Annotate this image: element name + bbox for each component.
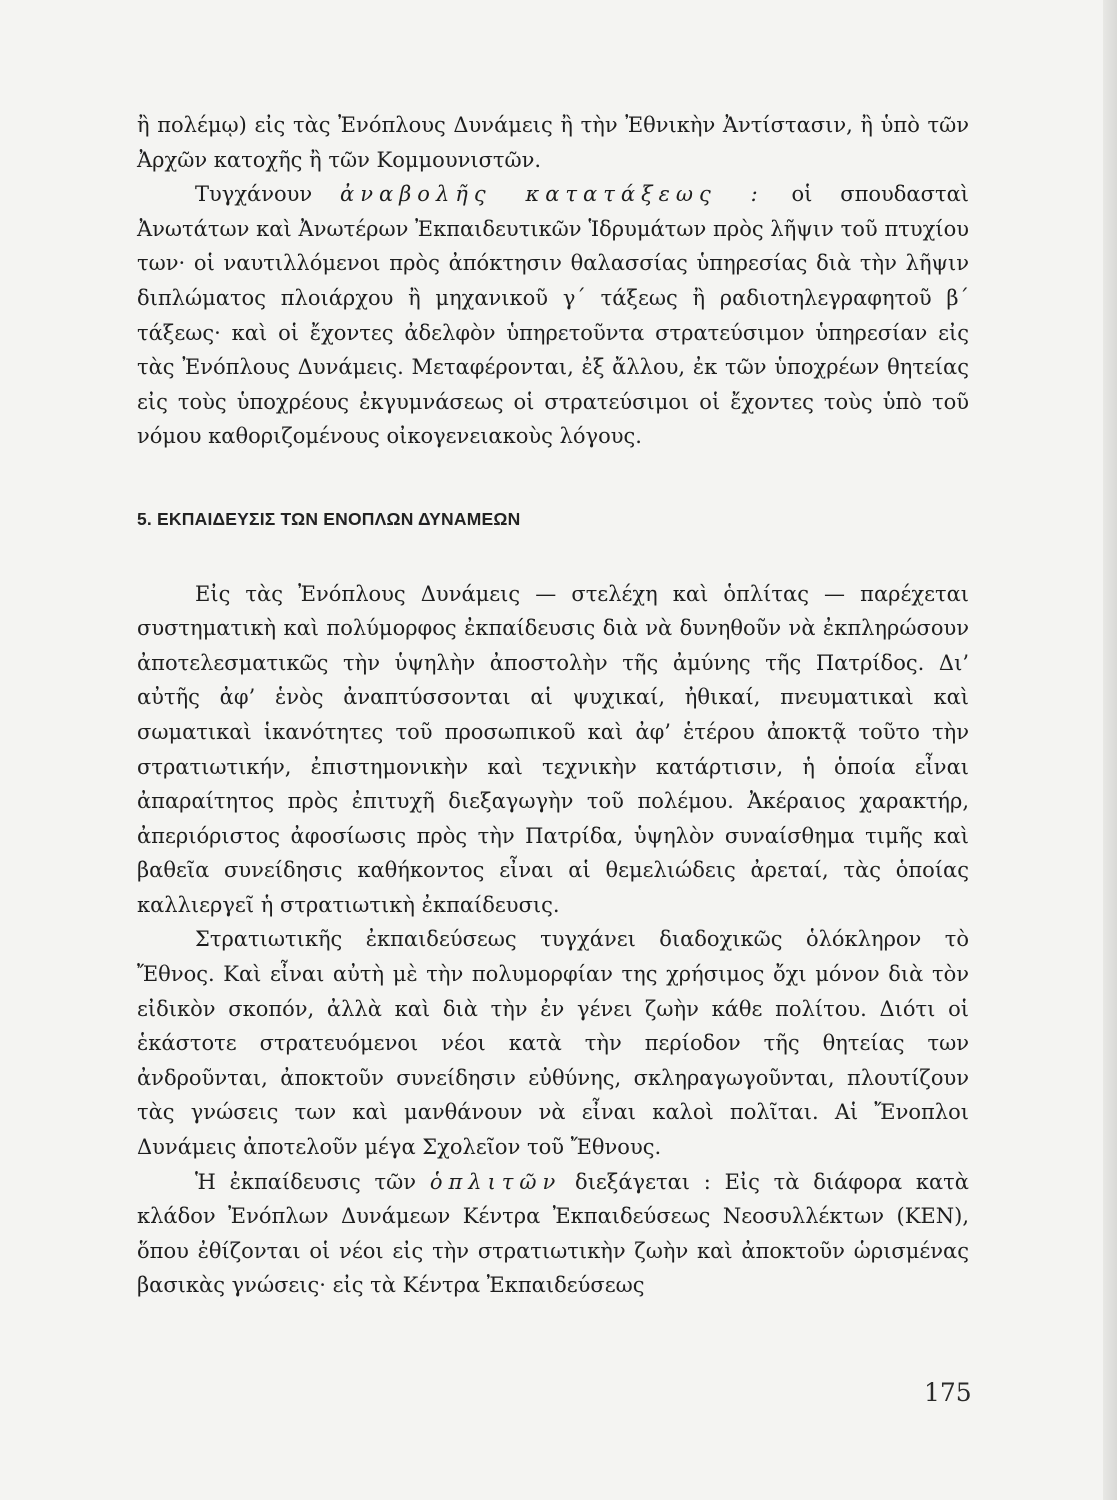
training-paragraph: Εἰς τὰς Ἐνόπλους Δυνάμεις — στελέχη καὶ ὁπλίτας — παρέχεται συστηματικὴ καὶ πολύμορφος ἐκπαίδευσις διὰ νὰ δυνηθοῦν νὰ ἐκπληρώσουν ἀποτελεσματικῶς τὴν ὑψηλὴν ἀποστολὴν τῆς ἀμύνης τῆς Πατρίδος. Δι’ αὐτῆς ἀφ’ ἑνὸς ἀναπτύσσονται αἱ ψυχικαί, ἠθικαί, πνευματικαὶ καὶ σωματικαὶ ἱκανότητες τοῦ προσωπικοῦ καὶ ἀφ’ ἑτέρου ἀποκτᾷ τοῦτο τὴν στρατιωτικήν, ἐπιστημονικὴν καὶ τεχνικὴν κατάρτισιν, ἡ ὁποία εἶναι ἀπαραίτητος πρὸς ἐπιτυχῆ διεξαγωγὴν τοῦ πολέμου. Ἀκέραιος χαρακτήρ, ἀπεριόριστος ἀφοσίωσις πρὸς τὴν Πατρίδα, ὑψηλὸν συναίσθημα τιμῆς καὶ βαθεῖα συνείδησις καθήκοντος εἶναι αἱ θεμελιώδεις ἀρεταί, τὰς ὁποίας καλλιεργεῖ ἡ στρατιωτικὴ ἐκπαίδευσις. [137, 581, 969, 917]
deferral-body: οἱ σπουδασταὶ Ἀνωτάτων καὶ Ἀνωτέρων Ἐκπαιδευτικῶν Ἱδρυμάτων πρὸς λῆψιν τοῦ πτυχίου των· οἱ ναυτιλλόμενοι πρὸς ἀπόκτησιν θαλασσίας ὑπηρεσίας διὰ τὴν λῆψιν διπλώματος πλοιάρχου ἢ μηχανικοῦ γ΄ τάξεως ἢ ραδιοτηλεγραφητοῦ β΄ τάξεως· καὶ οἱ ἔχοντες ἀδελφὸν ὑπηρετοῦντα στρατεύσιμον ὑπηρεσίαν εἰς τὰς Ἐνόπλους Δυνάμεις. Μεταφέρονται, ἐξ ἄλλου, ἐκ τῶν ὑποχρέων θητείας εἰς τοὺς ὑποχρέους ἐκγυμνάσεως οἱ στρατεύσιμοι οἱ ἔχοντες τοὺς ὑπὸ τοῦ νόμου καθοριζομένους οἰκογενειακοὺς λόγους. [137, 182, 969, 449]
deferral-lead: Τυγχάνουν [195, 182, 313, 207]
page-text-block [137, 108, 969, 1303]
page-edge-shadow [1103, 0, 1117, 1500]
soldiers-lead: Ἡ ἐκπαίδευσις τῶν [195, 1169, 417, 1194]
nation-paragraph: Στρατιωτικῆς ἐκπαιδεύσεως τυγχάνει διαδοχικῶς ὁλόκληρον τὸ Ἔθνος. Καὶ εἶναι αὐτὴ μὲ τὴν πολυμορφίαν της χρήσιμος ὄχι μόνον διὰ τὸν εἰδικὸν σκοπόν, ἀλλὰ καὶ διὰ τὴν ἐν γένει ζωὴν κάθε πολίτου. Διότι οἱ ἑκάστοτε στρατευόμενοι νέοι κατὰ τὴν περίοδον τῆς θητείας των ἀνδροῦνται, ἀποκτοῦν συνείδησιν εὐθύνης, σκληραγωγοῦνται, πλουτίζουν τὰς γνώσεις των καὶ μανθάνουν νὰ εἶναι καλοὶ πολῖται. Αἱ Ἔνοπλοι Δυνάμεις ἀποτελοῦν μέγα Σχολεῖον τοῦ Ἔθνους. [137, 927, 969, 1160]
deferral-paragraph [137, 177, 969, 454]
page-number: 175 [924, 1378, 972, 1407]
soldiers-body: διεξάγεται : Εἰς τὰ διάφορα κατὰ κλάδον Ἐνόπλων Δυνάμεων Κέντρα Ἐκπαιδεύσεως Νεοσυλλέκτων (ΚΕΝ), ὅπου ἐθίζονται οἱ νέοι εἰς τὴν στρατιωτικὴν ζωὴν καὶ ἀποκτοῦν ὡρισμένας βασικὰς γνώσεις· εἰς τὰ Κέντρα Ἐκπαιδεύσεως [137, 1169, 969, 1298]
deferral-emphasis: ἀναβολῆς κατατάξεως : [340, 182, 764, 207]
soldiers-emphasis: ὁπλιτῶν [429, 1169, 562, 1194]
intro-paragraph: ἢ πολέμῳ) εἰς τὰς Ἐνόπλους Δυνάμεις ἢ τὴν Ἐθνικὴν Ἀντίστασιν, ἢ ὑπὸ τῶν Ἀρχῶν κατοχῆς ἢ τῶν Κομμουνιστῶν. [137, 113, 969, 172]
soldiers-paragraph [137, 1165, 969, 1303]
section-heading: 5. ΕΚΠΑΙΔΕΥΣΙΣ ΤΩΝ ΕΝΟΠΛΩΝ ΔΥΝΑΜΕΩΝ [137, 508, 521, 529]
